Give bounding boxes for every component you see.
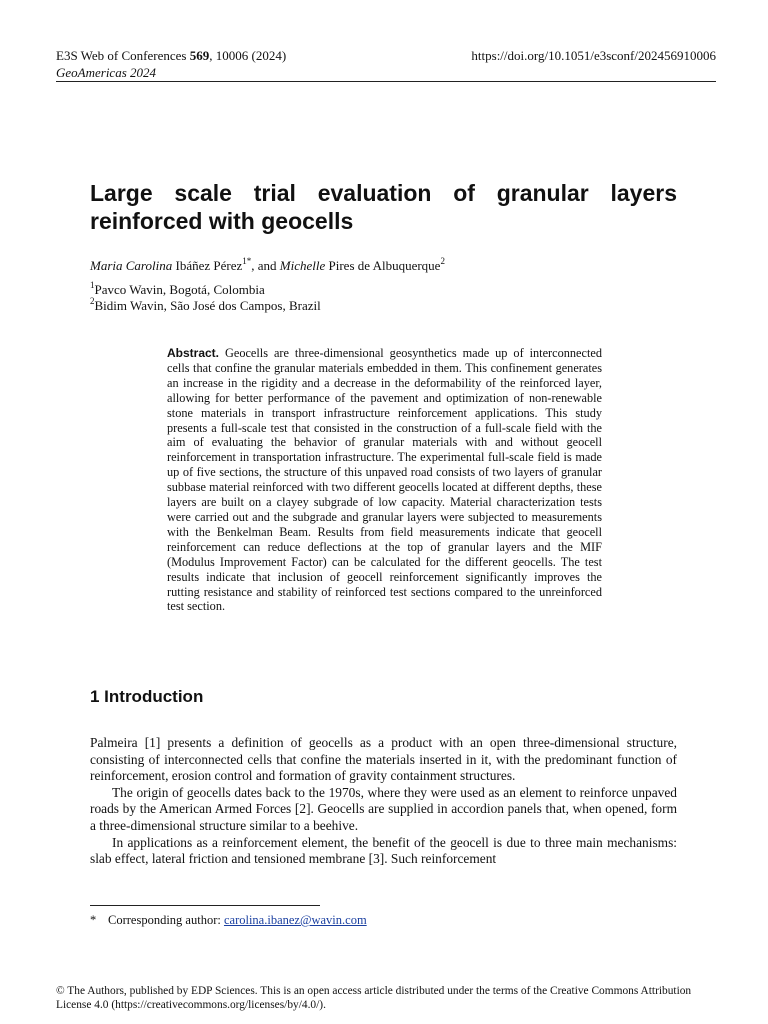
paper-title: Large scale trial evaluation of granular layers reinforced with geocells [90, 180, 677, 234]
section-heading: 1 Introduction [90, 687, 204, 706]
footnote-mark: * [90, 913, 97, 927]
author-1-family-name: Ibáñez Pérez [172, 258, 243, 273]
affiliation-2-text: Bidim Wavin, São José dos Campos, Brazil [94, 298, 321, 313]
license-notice: © The Authors, published by EDP Sciences. This is an open access article distributed under the terms of the Creative Commons Attribution License 4.0 (https://creativecommons.org/licenses/by/4.0/). [56, 985, 692, 1011]
journal-citation [56, 47, 286, 64]
footnote [90, 912, 367, 928]
running-header [56, 47, 716, 81]
author-joiner: , and [251, 258, 280, 273]
author-1-affiliation-mark: 1* [242, 255, 252, 266]
author-2-affiliation-mark: 2 [440, 255, 445, 266]
affiliation-1-number: 1 [90, 279, 95, 290]
journal-volume: 569 [189, 48, 210, 63]
author-2-given-name: Michelle [279, 258, 326, 273]
abstract-label: Abstract. [167, 346, 220, 360]
author-2-family-name: Pires de Albuquerque [325, 258, 441, 273]
author-1-given-name: Maria Carolina [90, 258, 173, 273]
doi-link[interactable]: https://doi.org/10.1051/e3sconf/202456910006 [471, 48, 716, 63]
footnote-divider [90, 905, 320, 906]
author-list [90, 255, 445, 274]
affiliation-1-text: Pavco Wavin, Bogotá, Colombia [94, 282, 265, 297]
abstract-text: Geocells are three-dimensional geosynthetics made up of interconnected cells that confine the granular materials embedded in them. This confinement generates an increase in the rigidity and a decrease in the deformability of the reinforced layer, allowing for better performance of the pavement and optimization of non-renewable stone materials in transport infrastructure reinforcement applications. This study presents a full-scale test that consisted in the construction of a full-scale field with the aim of evaluating the behavior of granular materials with and without geocell reinforcement in transportation infrastructure. The experimental full-scale field is made up of five sections, the structure of this unpaved road consists of two layers of granular subbase material reinforced with two different geocells located at different depths, these layers are built on a clayey subgrade of low capacity. Material characterization tests were carried out and the subgrade and granular layers were subjected to measurements with the Benkelman Beam. Results from field measurements indicate that geocell reinforcement can reduce deflections at the top of granular layers and the MIF (Modulus Improvement Factor) can be calculated for the different geocells. The test results indicate that inclusion of geocell reinforcement significantly improves the rutting resistance and stability of reinforced test sections compared to the unreinforced test section. [167, 346, 602, 614]
corresponding-email-link[interactable]: carolina.ibanez@wavin.com [223, 913, 367, 927]
paragraph-1: Palmeira [1] presents a definition of geocells as a product with an open three-dimensional structure, consisting of interconnected cells that confine the materials inserted in it, with the predominant function of reinforcement, erosion control and formation of gravity containment structures. [90, 735, 677, 784]
paragraph-2: The origin of geocells dates back to the 1970s, where they were used as an element to reinforce unpaved roads by the American Armed Forces [2]. Geocells are supplied in accordion panels that, when opened, form a three-dimensional structure similar to a beehive. [90, 784, 677, 833]
affiliations [90, 279, 321, 314]
journal-name: E3S Web of Conferences [56, 48, 190, 63]
paragraph-3: In applications as a reinforcement element, the benefit of the geocell is due to three main mechanisms: slab effect, lateral friction and tensioned membrane [3]. Such reinforcement [90, 834, 677, 867]
abstract [167, 346, 602, 614]
header-divider [56, 81, 716, 82]
footnote-label: Corresponding author: [108, 913, 224, 927]
section-body [90, 735, 677, 868]
affiliation-2-number: 2 [90, 295, 95, 306]
conference-name: GeoAmericas 2024 [56, 65, 157, 80]
affiliation-2 [90, 295, 321, 314]
affiliation-1 [90, 279, 321, 298]
article-number-year: , 10006 (2024) [209, 48, 287, 63]
